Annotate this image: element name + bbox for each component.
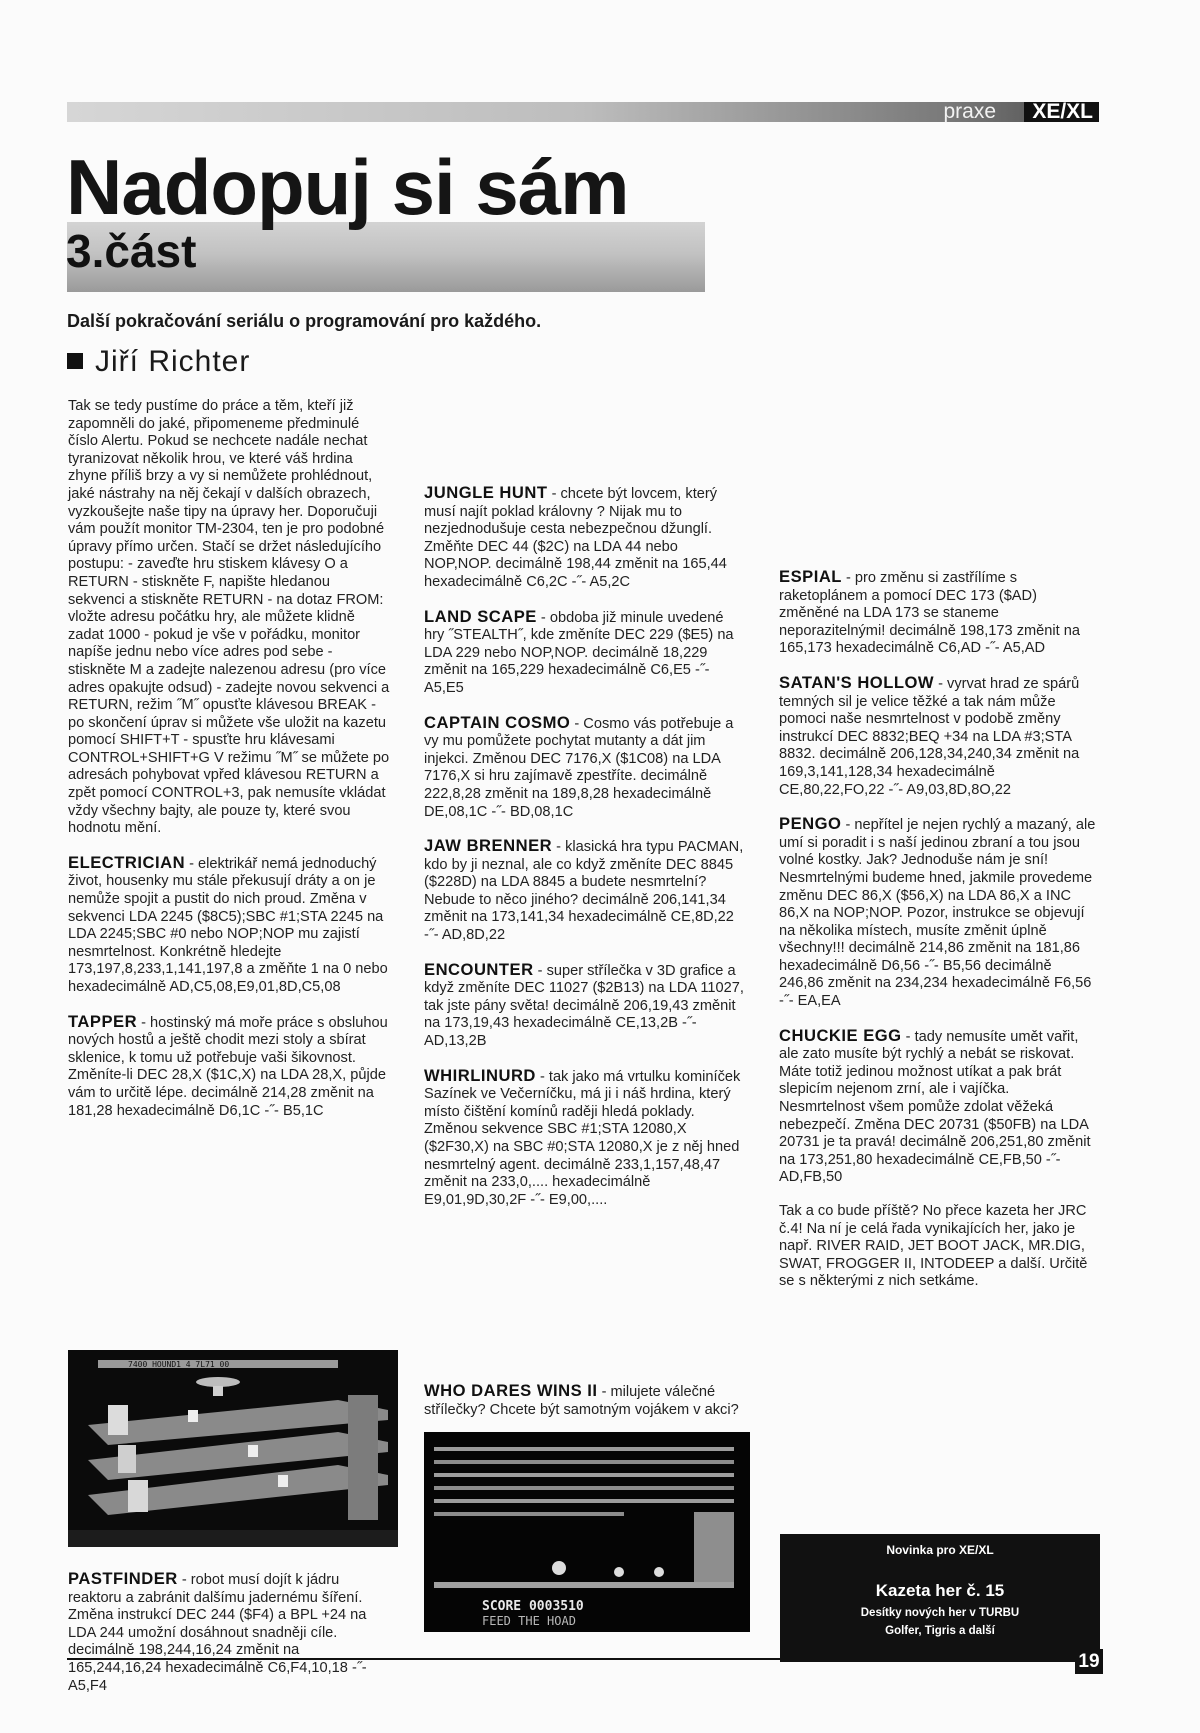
top-banner [67,102,1099,122]
game-satans-hollow [779,674,1097,799]
tapper-hud: 7400 HOUND1 4 7L71 00 [128,1360,230,1369]
game-encounter [424,961,746,1051]
game-text: - chcete být lovcem, který musí najít poklad královny ? Nijak mu to nezjednodušuje cesta nebezpečnou džunglí. Změňte DEC 44 ($2C) na LDA 44 nebo NOP,NOP. decimálně 198,44 změnit na 165,44 hexadecimálně C6,2C -˝- A5,2C [424,486,727,590]
section-label: praxe [943,100,996,123]
whirlinurd-game-image [424,1432,750,1632]
game-text: - hostinský má moře práce s obsluhou nových hostů a ještě chodit mezi stoly a sbírat sklenice, k tomu už potřebuje vaši šikovnost. Změníte-li DEC 28,X ($1C,X) na LDA 28,X, půjde vám to určitě lépe. decimálně 214,28 změnit na 181,28 hexadecimálně D6,1C -˝- B5,1C [68,1014,388,1119]
game-text: - super střílečka v 3D grafice a když změníte DEC 11027 ($2B13) na LDA 11027, tak jste pány světa! decimálně 206,19,43 změnit na 173,19,43 hexadecimálně CE,13,2B -˝- AD,13,2B [424,962,744,1050]
game-title: ELECTRICIAN [68,852,186,872]
game-text: - Cosmo vás potřebuje a vy mu pomůžete pochytat mutanty a dát jim injekci. Změnou DEC 7176,X ($1C08) na LDA 7176,X si hru zajímavě zpestříte. decimálně 222,8,28 změnit na 189,8,28 hexadecimálně DE,08,1C -˝- BD,08,1C [424,715,734,820]
article-title: Nadopuj si sám [66,143,629,231]
game-title: PENGO [779,814,842,834]
game-text: - obdoba již minule uvedené hry ˝STEALTH˝, kde změníte DEC 229 ($E5) na LDA 229 nebo NOP,NOP. decimálně 18,229 změnit na 165,229 hexadecimálně C6,E5 -˝- A5,E5 [424,609,734,696]
game-text: - vyrvat hrad ze spárů temných sil je velice těžké a tak nám může pomoci naše nesmrtelnost v podobě změny instrukcí DEC 8832;BEQ +34 na LDA #3;STA 8832. decimálně 206,128,34,240,34 změnit na 169,3,141,128,34 hexadecimálně CE,80,22,FO,22 -˝- A9,03,8D,8O,22 [779,675,1080,798]
game-pengo [779,815,1097,1011]
promo-box [780,1534,1100,1662]
tapper-game-image [68,1350,398,1547]
game-title: CHUCKIE EGG [779,1025,902,1045]
game-jungle-hunt [424,484,746,592]
game-text: - tak jako má vrtulku kominíček Sazínek ve Večerníčku, má ji i náš hrdina, který místo čištění komínů raději hledá poklady. Změnou sekvence SBC #1;STA 12080,X ($2F30,X) na SBC #0;STA 12080,X je z něj hned nesmrtelný agent. decimálně 233,1,157,48,47 změnit na 233,0,.... hexadecimálně E9,01,9D,30,2F -˝- E9,00,.... [424,1068,741,1208]
game-text: - pro změnu si zastřílíme s raketoplánem a pomocí DEC 173 ($AD) změněné na LDA 173 se staneme neporazitelnými! decimálně 198,173 změnit na 165,173 hexadecimálně C6,AD -˝- A5,AD [779,570,1080,657]
game-text: - tady nemusíte umět vařit, ale zato musíte být rychlý a nebát se riskovat. Máte totiž jedinou možnost utíkat a pak brát slepicím nejenom zrní, ale i vajíčka. Nesmrtelnost všem pomůže zdolat věžeká nebezpečí. Změna DEC 20731 ($50FB) na LDA 20731 je ta pravá! decimálně 206,251,80 změnit na 173,251,80 hexadecimálně CE,FB,50 -˝- AD,FB,50 [779,1028,1091,1186]
game-captain-cosmo [424,714,746,822]
game-text: - nepřítel je nejen rychlý a mazaný, ale umí si poradit i s naší jedinou zbraní a tou jsou volné kostky. Jak? Jednoduše nám je sní! Nesmrtelnými budeme hned, jakmile provedeme změnu DEC 86,X ($56,X) na LDA 86,X a INC 86,X na NOP;NOP. Pozor, instrukce se objevují na několika místech, musíte změnit úplně všechny!!! decimálně 214,86 změnit na 181,86 hexadecimálně D6,56 -˝- B5,56 decimálně 246,86 změnit na 234,234 hexadecimálně F6,56 -˝- EA,EA [779,817,1096,1010]
game-text: - klasická hra typu PACMAN, kdo by ji neznal, ale co když změníte DEC 8845 ($228D) na LDA 8845 a budete nesmrtelní? Nebude to něco jiného? decimálně 206,141,34 změnit na 173,141,34 hexadecimálně CE,8D,22 -˝- AD,8D,22 [424,839,744,944]
game-title: ESPIAL [779,567,842,586]
column-3 [779,158,1097,1307]
author-name: Jiří Richter [95,345,251,378]
game-title: CAPTAIN COSMO [424,712,571,732]
game-electrician [68,854,390,997]
promo-line: Desítky nových her v TURBU [860,1607,1020,1619]
column-2-who-dares [424,1382,746,1433]
promo-line: Golfer, Tigris a další [885,1625,995,1637]
game-text: - robot musí dojít k jádru reaktoru a zabránit dalšímu jadernému šíření. Změna instrukcí DEC 244 ($F4) a BPL +24 na LDA 244 umožní dosáhnout snadněji cíle. decimálně 198,244,16,24 změnit na 165,244,16,24 hexadecimálně C6,F4,10,18 -˝- A5,F4 [68,1572,367,1694]
game-title: WHIRLINURD [424,1065,536,1085]
page-number: 19 [1075,1649,1103,1674]
game-title: JAW BRENNER [424,836,553,856]
column-2 [424,398,746,1211]
whirlinurd-screenshot [424,1432,750,1632]
outro-paragraph: Tak a co bude příště? No přece kazeta her JRC č.4! Na ní je celá řada vynikajících her, jako je např. RIVER RAID, JET BOOT JACK, MR.DIG, SWAT, FROGGER II, INTODEEP a další. Určitě se s některými z nich setkáme. [779,1203,1088,1290]
footer-rule [67,1658,1072,1660]
platform-label: XE/XL [1024,102,1099,122]
promo-kicker: Novinka pro XE/XL [886,1543,994,1557]
intro-paragraph: Tak se tedy pustíme do práce a těm, kteří již zapomněli do jaké, připomeneme předminulé číslo Alertu. Pokud se nechcete nadále nechat tyranizovat několik hrou, ve které váš hrdina zhyne příliš brzy a vy si nemůžete prohlédnout, jaké nástrahy na něj čekají v dalších obrazech, vyzkoušejte naše tipy na úpravy her. Doporučuji vám použít monitor TM-2304, ten je pro podobné úpravy přímo určen. Stačí se držet následujícího postupu: - zaveďte hru stiskem klávesy O a RETURN - stiskněte F, napište hledanou sekvenci a stiskněte RETURN - na dotaz FROM: vložte adresu počátku hry, ale můžete klidně zadat 1000 - pokud je vše v pořádku, monitor napíše jednu nebo více adres pod sebe - stiskněte M a zadejte nalezenou adresu (pro více adres opakujte odsud) - zadejte novou sekvenci a RETURN, režim ˝M˝ opusťte klávesou BREAK - po skončení úprav si můžete vše uložit na kazetu pomocí SHIFT+T - spusťte hru klávesami CONTROL+SHIFT+G V režimu ˝M˝ se můžete po adresách pohybovat vpřed klávesou RETURN a zpět pomocí CONTROL+3, pak nemusíte vkládat vždy všechny bajty, ale pouze ty, které svou hodnotu mění. [68,398,390,837]
game-title: SATAN'S HOLLOW [779,672,935,692]
game-text: - elektrikář nemá jednoduchý život, housenky mu stále překusují dráty a on je nemůže spojit a pustit do nich proud. Změna v sekvenci LDA 2245 ($8C5);SBC #1;STA 2245 na LDA 2245;SBC #0 nebo NOP;NOP mu zajistí nesmrtelnost. Konkrétně hledejte 173,197,8,233,1,141,197,8 a změňte 1 na 0 nebo hexadecimálně AD,C5,08,E9,01,8D,C5,08 [68,855,388,995]
game-title: LAND SCAPE [424,606,537,626]
article-lede: Další pokračování seriálu o programování pro každého. [67,311,542,331]
square-bullet-icon [67,353,83,369]
whirlinurd-message: FEED THE HOAD [482,1614,576,1628]
promo-headline: Kazeta her č. 15 [875,1581,1005,1600]
game-title: ENCOUNTER [424,959,534,979]
author-line [67,342,250,382]
game-chuckie-egg [779,1027,1097,1187]
game-tapper [68,1013,390,1121]
game-text: - milujete válečné střílečky? Chcete být samotným vojákem v akci? [424,1384,739,1417]
game-espial [779,568,1097,658]
game-title: JUNGLE HUNT [424,483,548,502]
game-whirlinurd [424,1067,746,1210]
game-jaw-brenner [424,837,746,945]
article-part: 3.část [66,225,197,277]
whirlinurd-score: SCORE 0003510 [482,1599,584,1614]
tapper-screenshot [68,1350,398,1547]
game-pastfinder [68,1570,390,1695]
game-land-scape [424,608,746,698]
column-1 [68,398,390,1136]
game-title: PASTFINDER [68,1569,178,1588]
game-title: TAPPER [68,1011,138,1031]
game-who-dares-wins [424,1382,746,1417]
column-1-end [68,1570,390,1711]
game-title: WHO DARES WINS II [424,1382,598,1400]
